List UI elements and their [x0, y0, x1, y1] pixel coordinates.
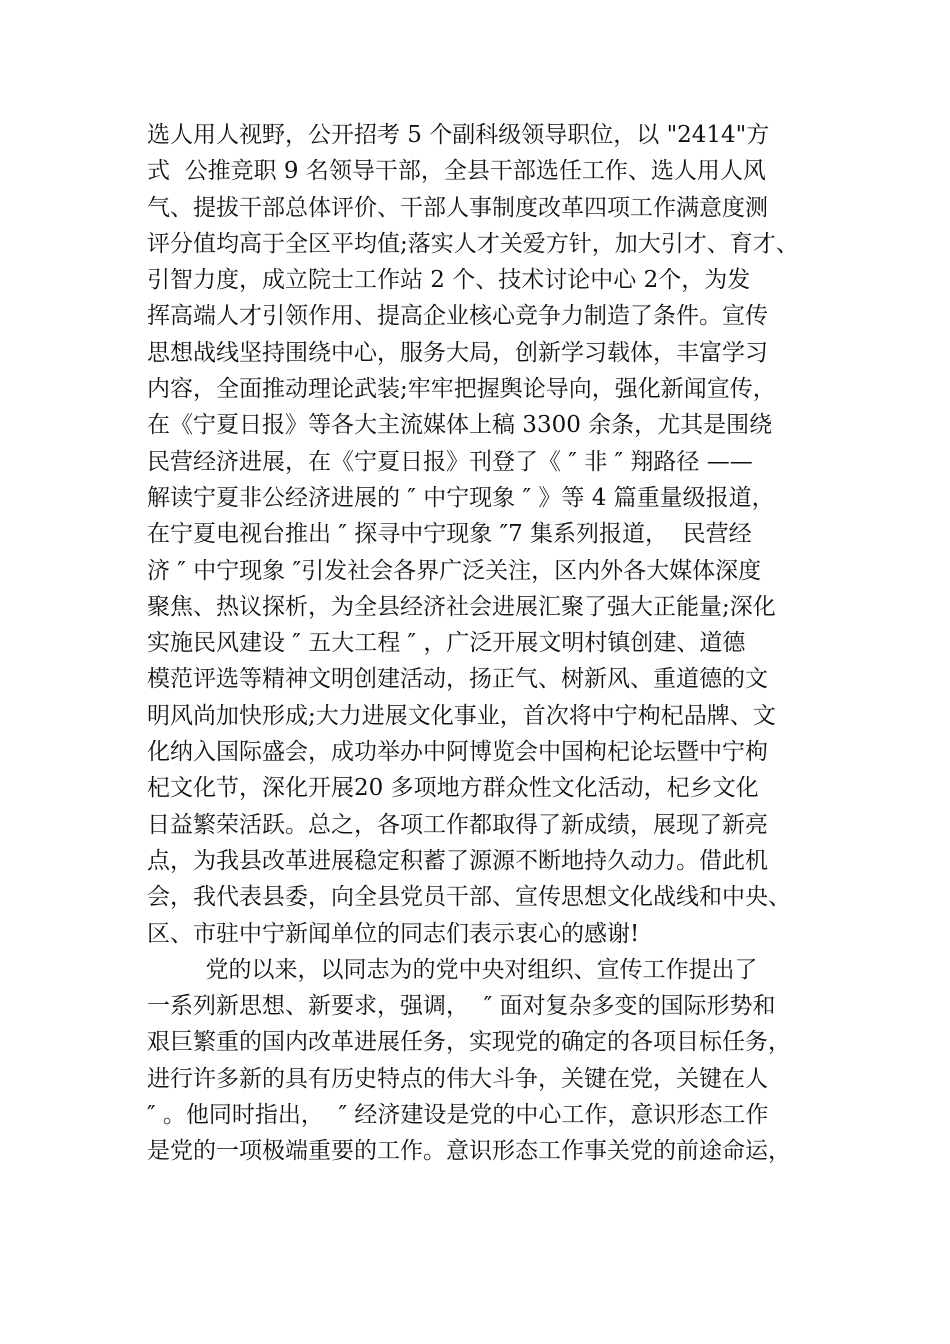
- text-line: 民营经济进展，在《宁夏日报》刊登了《 ″ 非 ″ 翔路径 ——: [147, 448, 753, 475]
- text-line: 选人用人视野，公开招考 5 个副科级领导职位，以 "2414"方: [147, 122, 770, 148]
- text-line: 一系列新思想、新要求，强调， ″ 面对复杂多变的国际形势和: [147, 993, 776, 1020]
- text-line: 进行许多新的具有历史特点的伟大斗争，关键在党，关键在人: [147, 1065, 768, 1092]
- text-line: 点，为我县改革进展稳定积蓄了源源不断地持久动力。借此机: [147, 847, 768, 874]
- paragraph-start-line: 党的以来，以同志为的党中央对组织、宣传工作提出了: [147, 956, 758, 983]
- body-text: [147, 117, 827, 1170]
- text-line: 化纳入国际盛会，成功举办中阿博览会中国枸杞论坛暨中宁枸: [147, 739, 768, 766]
- text-line: 日益繁荣活跃。总之，各项工作都取得了新成绩，展现了新亮: [147, 811, 768, 838]
- text-line: 引智力度，成立院士工作站 2 个、技术讨论中心 2个，为发: [147, 267, 751, 294]
- text-line: 气、提拔干部总体评价、干部人事制度改革四项工作满意度测: [147, 194, 768, 221]
- text-line: 挥高端人才引领作用、提高企业核心竞争力制造了条件。宣传: [147, 303, 768, 330]
- text-line: 式 公推竞职 9 名领导干部，全县干部选任工作、选人用人风: [147, 158, 766, 185]
- text-line: 聚焦、热议探析，为全县经济社会进展汇聚了强大正能量;深化: [147, 593, 776, 620]
- text-line: 评分值均高于全区平均值;落实人才关爱方针，加大引才、育才、: [147, 230, 799, 257]
- text-line: 在宁夏电视台推出 ″ 探寻中宁现象 ″7 集系列报道， 民营经: [147, 521, 752, 548]
- text-line: 会，我代表县委，向全县党员干部、宣传思想文化战线和中央、: [147, 884, 791, 911]
- text-line: 艰巨繁重的国内改革进展任务，实现党的确定的各项目标任务，: [147, 1029, 791, 1056]
- text-line: 思想战线坚持围绕中心，服务大局，创新学习载体，丰富学习: [147, 339, 768, 366]
- text-line: 明风尚加快形成;大力进展文化事业，首次将中宁枸杞品牌、文: [147, 702, 776, 729]
- text-line: 区、市驻中宁新闻单位的同志们表示衷心的感谢!: [147, 920, 640, 947]
- text-line: 济 ″ 中宁现象 ″引发社会各界广泛关注，区内外各大媒体深度: [147, 557, 762, 584]
- text-line: 内容，全面推动理论武装;牢牢把握舆论导向，强化新闻宣传，: [147, 376, 776, 403]
- text-line: 杞文化节，深化开展20 多项地方群众性文化活动，杞乡文化: [147, 775, 759, 802]
- text-line: 实施民风建设 ″ 五大工程 ″ ，广泛开展文明村镇创建、道德: [147, 630, 746, 657]
- text-line: 在《宁夏日报》等各大主流媒体上稿 3300 余条，尤其是围绕: [147, 412, 773, 439]
- text-line: 是党的一项极端重要的工作。意识形态工作事关党的前途命运，: [147, 1138, 791, 1165]
- text-line: 模范评选等精神文明创建活动，扬正气、树新风、重道德的文: [147, 666, 768, 693]
- text-line: 解读宁夏非公经济进展的 ″ 中宁现象 ″ 》等 4 篇重量级报道，: [147, 484, 775, 511]
- text-line: ″ 。他同时指出， ″ 经济建设是党的中心工作，意识形态工作: [147, 1102, 769, 1129]
